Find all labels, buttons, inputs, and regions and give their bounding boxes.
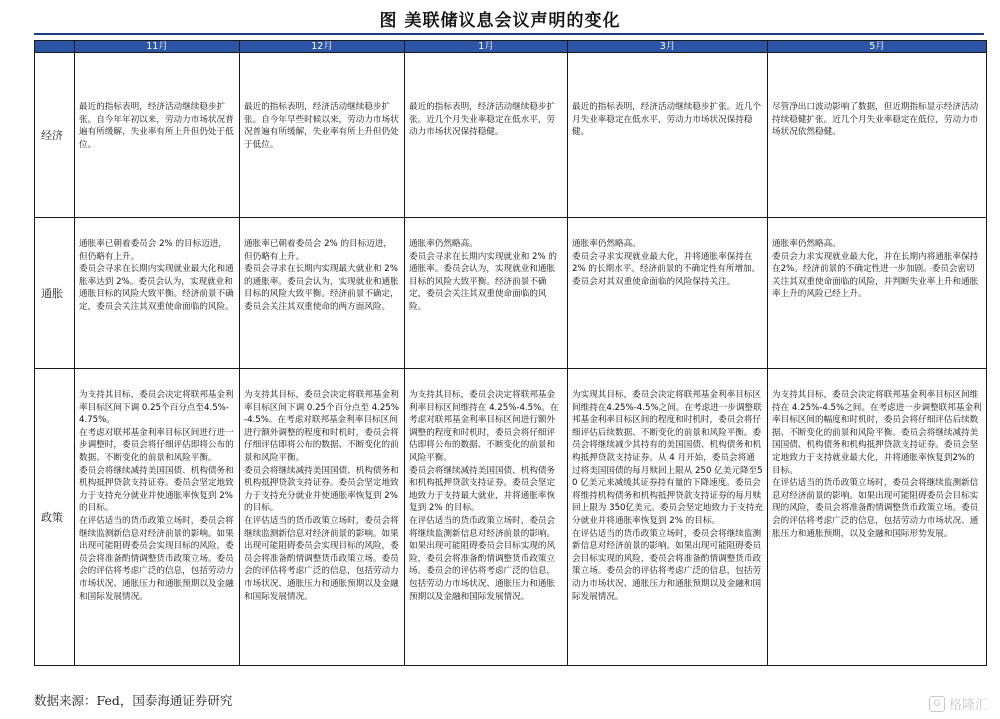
column-header: 12月 xyxy=(240,41,405,53)
title-divider xyxy=(34,33,984,35)
table-header-row xyxy=(35,41,987,53)
cell-text: 最近的指标表明，经济活动继续稳步扩张。自今年早些时候以来，劳动力市场状况普遍有所缓解，失业率有所上升但仍处于低位。 xyxy=(244,102,399,150)
cell-text: 为支持其目标，委员会决定将联邦基金利率目标区间维持在 4.25%-4.5%之间。在考虑进一步调整联邦基金利率目标区间的幅度和时机时，委员会将仔细评估后续数据、不断变化的前景和风险平衡。委员会将继续减持美国国债、机构债务和机构抵押贷款支持证券。委员会坚定地致力于支持就业最大化，并将通胀率恢复到2%的目标。 在评估适当的货币政策立场时，委员会将继续监测新信息对经济前景的影响。如果出现可能阻碍委员会目标实现的风险，委员会将准备酌情调整货币政策立场。委员会的评估将考虑广泛的信息，包括劳动力市场状况、通胀压力和通胀预期，以及金融和国际形势发展。 xyxy=(772,390,982,539)
cell-text: 为实现其目标，委员会决定将联邦基金利率目标区间维持在4.25%-4.5%之间。在考虑进一步调整联邦基金利率目标区间的程度和时机时，委员会将仔细评估后续数据、不断变化的前景和风险平衡。委员会将继续减少其持有的美国国债、机构债务和机构抵押贷款支持证券。从 4 月开始，委员会将通过将美国国债的每月赎回上限从 250 亿美元降至50 亿美元来减缓其证券持有量的下降速度。委员会将维持机构债务和机构抵押贷款支持证券的每月赎回上限为 350亿美元。委员会坚定地致力于支持充分就业并将通胀率恢复到 2% 的目标。 在评估适当的货币政策立场时，委员会将继续监测新信息对经济前景的影响。如果出现可能阻碍委员会目标实现的风险，委员会将准备酌情调整货币政策立场。委员会的评估将考虑广泛的信息，包括劳动力市场状况、通胀压力和通胀预期以及金融和国际发展情况。 xyxy=(572,390,764,602)
table-cell xyxy=(405,369,568,666)
table-cell xyxy=(568,53,768,218)
cell-text: 为支持其目标，委员会决定将联邦基金利率目标区间维持在 4.25%-4.5%。在考虑对联邦基金利率目标区间进行额外调整的程度和时机时，委员会将仔细评估即将公布的数据、不断变化的前景和风险平衡。 委员会将继续减持美国国债、机构债务和机构抵押贷款支持证券。委员会坚定地致力于支持最大就业，并将通胀率恢复到 2% 的目标。 在评估适当的货币政策立场时，委员会将继续监测新信息对经济前景的影响。如果出现可能阻碍委员会目标实现的风险，委员会将准备酌情调整货币政策立场。委员会的评估将考虑广泛的信息，包括劳动力市场状况、通胀压力和通胀预期以及金融和国际发展情况。 xyxy=(409,390,559,602)
table-cell xyxy=(568,369,768,666)
row-label: 经济 xyxy=(35,53,75,218)
header-corner xyxy=(35,41,75,53)
column-header: 5月 xyxy=(768,41,987,53)
cell-text: 最近的指标表明，经济活动继续稳步扩张。近几个月失业率稳定在低水平，劳动力市场状况保持稳健。 xyxy=(572,102,762,138)
table-cell xyxy=(768,369,987,666)
table-cell xyxy=(768,218,987,369)
cell-text: 为支持其目标，委员会决定将联邦基金利率目标区间下调 0.25个百分点至 4.25%-4.5%。在考虑对联邦基金利率目标区间进行额外调整的程度和时机时，委员会将仔细评估即将公布的数据、不断变化的前景和风险平衡。 委员会将继续减持美国国债、机构债务和机构抵押贷款支持证券。委员会坚定地致力于支持充分就业并使通胀率恢复到 2% 的目标。 在评估适当的货币政策立场时，委员会将继续监测新信息对经济前景的影响。如果出现可能阻碍委员会实现目标的风险，委员会将准备酌情调整货币政策立场。委员会的评估将考虑广泛的信息，包括劳动力市场状况、通胀压力和通胀预期以及金融和国际发展情况。 xyxy=(244,390,400,602)
watermark-text: 格隆汇 xyxy=(948,698,988,713)
cell-text: 尽管净出口波动影响了数据，但近期指标显示经济活动持续稳健扩张。近几个月失业率稳定在低位，劳动力市场状况依然稳健。 xyxy=(772,102,979,138)
watermark xyxy=(929,694,988,713)
cell-text: 通胀率已朝着委员会 2% 的目标迈进，但仍略有上升。 委员会寻求在长期内实现最大就业和 2% 的通胀率。委员会认为，实现就业和通胀目标的风险大致平衡。经济前景不确定，委员会关注其双重使命的两方面风险。 xyxy=(244,239,399,312)
column-header: 1月 xyxy=(405,41,568,53)
cell-text: 通胀率已朝着委员会 2% 的目标迈进，但仍略有上升。 委员会寻求在长期内实现就业最大化和通胀率达到 2%。委员会认为，实现就业和通胀目标的风险大致平衡。经济前景不确定，委员会关注其双重使命面临的风险。 xyxy=(79,239,234,312)
table-cell xyxy=(405,218,568,369)
table-row-economy xyxy=(35,53,987,218)
table-cell xyxy=(405,53,568,218)
table-cell xyxy=(768,53,987,218)
table-cell xyxy=(240,369,405,666)
column-header: 3月 xyxy=(568,41,768,53)
cell-text: 通胀率仍然略高。 委员会寻求实现就业最大化，并将通胀率保持在 2% 的长期水平。经济前景的不确定性有所增加。委员会对其双重使命面临的风险保持关注。 xyxy=(572,239,761,287)
column-header: 11月 xyxy=(75,41,240,53)
table-cell xyxy=(240,53,405,218)
page-title: 图 美联储议息会议声明的变化 xyxy=(379,11,621,31)
cell-text: 通胀率仍然略高。 委员会寻求在长期内实现就业和 2% 的通胀率。委员会认为，实现就业和通胀目标的风险大致平衡。经济前景不确定，委员会关注其双重使命面临的风险。 xyxy=(409,239,558,312)
fomc-statement-table xyxy=(34,40,987,666)
table-cell xyxy=(75,218,240,369)
cell-text: 最近的指标表明，经济活动继续稳步扩张。近几个月失业率稳定在低水平，劳动力市场状况保持稳健。 xyxy=(409,102,556,138)
cell-text: 通胀率仍然略高。 委员会力求实现就业最大化，并在长期内将通胀率保持在2%。经济前景的不确定性进一步加剧。委员会密切关注其双重使命面临的风险，并判断失业率上升和通胀率上升的风险已经上升。 xyxy=(772,239,979,300)
table-cell xyxy=(568,218,768,369)
table-row-inflation xyxy=(35,218,987,369)
row-label: 通胀 xyxy=(35,218,75,369)
cell-text: 为支持其目标，委员会决定将联邦基金利率目标区间下调 0.25个百分点至4.5%-4.75%。 在考虑对联邦基金利率目标区间进行进一步调整时，委员会将仔细评估即将公布的数据、不断变化的前景和风险平衡。 委员会将继续减持美国国债、机构债务和机构抵押贷款支持证券。委员会坚定地致力于支持充分就业并使通胀率恢复到 2% 的目标。 在评估适当的货币政策立场时，委员会将继续监测新信息对经济前景的影响。如果出现可能阻碍委员会实现目标的风险，委员会将准备酌情调整货币政策立场。委员会的评估将考虑广泛的信息，包括劳动力市场状况、通胀压力和通胀预期以及金融和国际发展情况。 xyxy=(79,390,234,602)
table-cell xyxy=(240,218,405,369)
cell-text: 最近的指标表明，经济活动继续稳步扩张。自今年年初以来，劳动力市场状况普遍有所缓解，失业率有所上升但仍处于低位。 xyxy=(79,102,234,150)
watermark-logo-icon: G xyxy=(929,696,945,712)
table-row-policy xyxy=(35,369,987,666)
table-cell xyxy=(75,369,240,666)
row-label: 政策 xyxy=(35,369,75,666)
data-source-note: 数据来源：Fed，国泰海通证券研究 xyxy=(34,693,233,708)
table-cell xyxy=(75,53,240,218)
